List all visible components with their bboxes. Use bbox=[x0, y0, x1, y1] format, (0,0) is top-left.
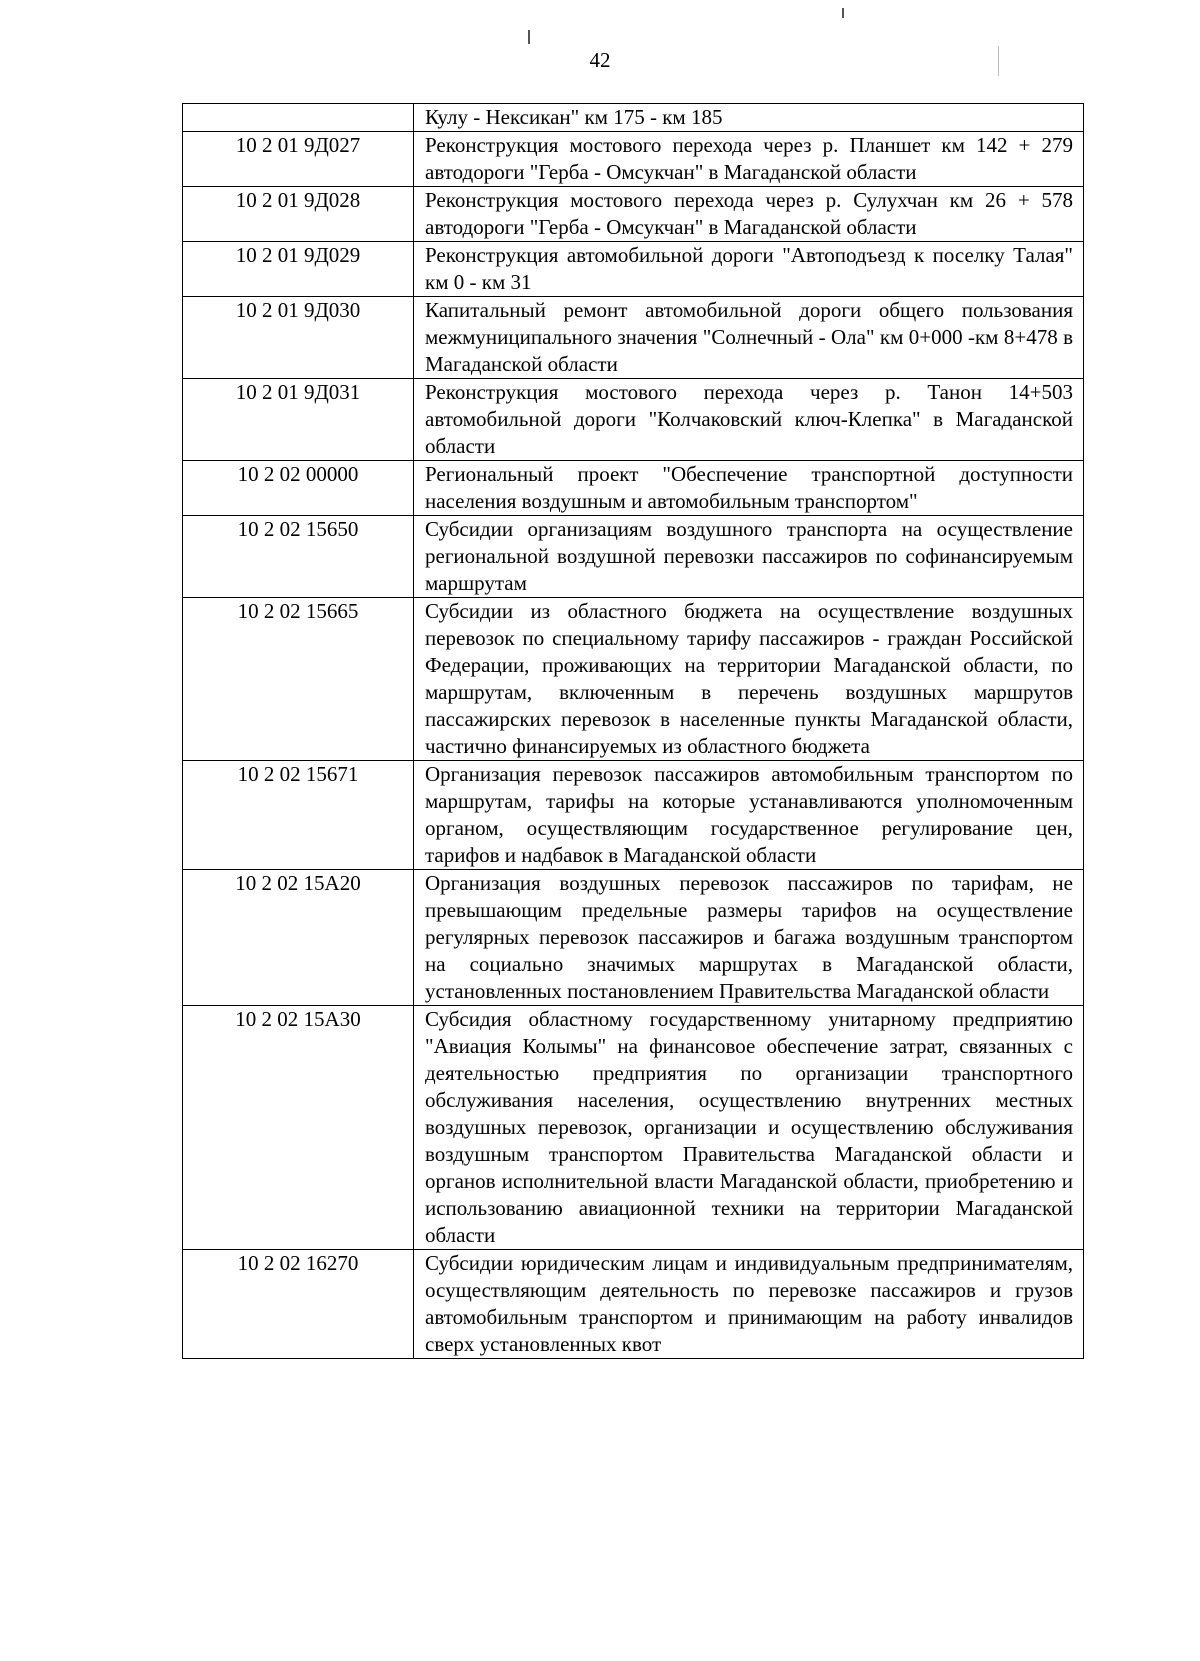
table-row bbox=[183, 1250, 1084, 1359]
row-description: Реконструкция мостового перехода через р. Танон 14+503 автомобильной дороги "Колчаковский ключ-Клепка" в Магаданской области bbox=[414, 379, 1084, 461]
row-description: Капитальный ремонт автомобильной дороги общего пользования межмуниципального значения "Солнечный - Ола" км 0+000 -км 8+478 в Магаданской области bbox=[414, 297, 1084, 379]
table-row bbox=[183, 761, 1084, 870]
row-description: Организация перевозок пассажиров автомобильным транспортом по маршрутам, тарифы на которые устанавливаются уполномоченным органом, осуществляющим государственное регулирование цен, тарифов и надбавок в Магаданской области bbox=[414, 761, 1084, 870]
table-row bbox=[183, 598, 1084, 761]
table-row bbox=[183, 379, 1084, 461]
row-code: 10 2 01 9Д031 bbox=[183, 379, 414, 461]
row-description: Субсидии юридическим лицам и индивидуальным предпринимателям, осуществляющим деятельность по перевозке пассажиров и грузов автомобильным транспортом и принимающим на работу инвалидов сверх установленных квот bbox=[414, 1250, 1084, 1359]
row-code: 10 2 01 9Д029 bbox=[183, 242, 414, 297]
row-description: Субсидии организациям воздушного транспорта на осуществление региональной воздушной перевозки пассажиров по софинансируемым маршрутам bbox=[414, 516, 1084, 598]
row-description: Реконструкция автомобильной дороги "Автоподъезд к поселку Талая" км 0 - км 31 bbox=[414, 242, 1084, 297]
row-description: Кулу - Нексикан" км 175 - км 185 bbox=[414, 104, 1084, 132]
row-description: Реконструкция мостового перехода через р. Сулухчан км 26 + 578 автодороги "Герба - Омсукчан" в Магаданской области bbox=[414, 187, 1084, 242]
table-row bbox=[183, 132, 1084, 187]
scan-speck bbox=[998, 46, 999, 76]
row-code: 10 2 02 15А20 bbox=[183, 870, 414, 1006]
scan-speck bbox=[842, 8, 844, 18]
row-code bbox=[183, 104, 414, 132]
row-code: 10 2 01 9Д027 bbox=[183, 132, 414, 187]
row-description: Субсидии из областного бюджета на осуществление воздушных перевозок по специальному тарифу пассажиров - граждан Российской Федерации, проживающих на территории Магаданской области, по маршрутам, включенным в перечень воздушных маршрутов пассажирских перевозок в населенные пункты Магаданской области, частично финансируемых из областного бюджета bbox=[414, 598, 1084, 761]
row-description: Региональный проект "Обеспечение транспортной доступности населения воздушным и автомобильным транспортом" bbox=[414, 461, 1084, 516]
row-description: Реконструкция мостового перехода через р. Планшет км 142 + 279 автодороги "Герба - Омсукчан" в Магаданской области bbox=[414, 132, 1084, 187]
row-code: 10 2 02 16270 bbox=[183, 1250, 414, 1359]
row-code: 10 2 01 9Д028 bbox=[183, 187, 414, 242]
row-description: Организация воздушных перевозок пассажиров по тарифам, не превышающим предельные размеры тарифов на осуществление регулярных перевозок пассажиров и багажа воздушным транспортом на социально значимых маршрутах в Магаданской области, установленных постановлением Правительства Магаданской области bbox=[414, 870, 1084, 1006]
table-row bbox=[183, 297, 1084, 379]
table-row bbox=[183, 242, 1084, 297]
row-code: 10 2 02 15671 bbox=[183, 761, 414, 870]
row-code: 10 2 02 15А30 bbox=[183, 1006, 414, 1250]
table-row bbox=[183, 1006, 1084, 1250]
scan-speck bbox=[528, 30, 530, 44]
row-code: 10 2 02 00000 bbox=[183, 461, 414, 516]
table-row bbox=[183, 104, 1084, 132]
page-number: 42 bbox=[589, 48, 611, 72]
row-code: 10 2 02 15650 bbox=[183, 516, 414, 598]
table-row bbox=[183, 516, 1084, 598]
row-code: 10 2 02 15665 bbox=[183, 598, 414, 761]
row-code: 10 2 01 9Д030 bbox=[183, 297, 414, 379]
row-description: Субсидия областному государственному унитарному предприятию "Авиация Колымы" на финансовое обеспечение затрат, связанных с деятельностью предприятия по организации транспортного обслуживания населения, осуществлению внутренних местных воздушных перевозок, организации и осуществлению обслуживания воздушным транспортом Правительства Магаданской области и органов исполнительной власти Магаданской области, приобретению и использованию авиационной техники на территории Магаданской области bbox=[414, 1006, 1084, 1250]
table-row bbox=[183, 461, 1084, 516]
budget-classification-table bbox=[182, 103, 1084, 1359]
table-row bbox=[183, 870, 1084, 1006]
table-row bbox=[183, 187, 1084, 242]
